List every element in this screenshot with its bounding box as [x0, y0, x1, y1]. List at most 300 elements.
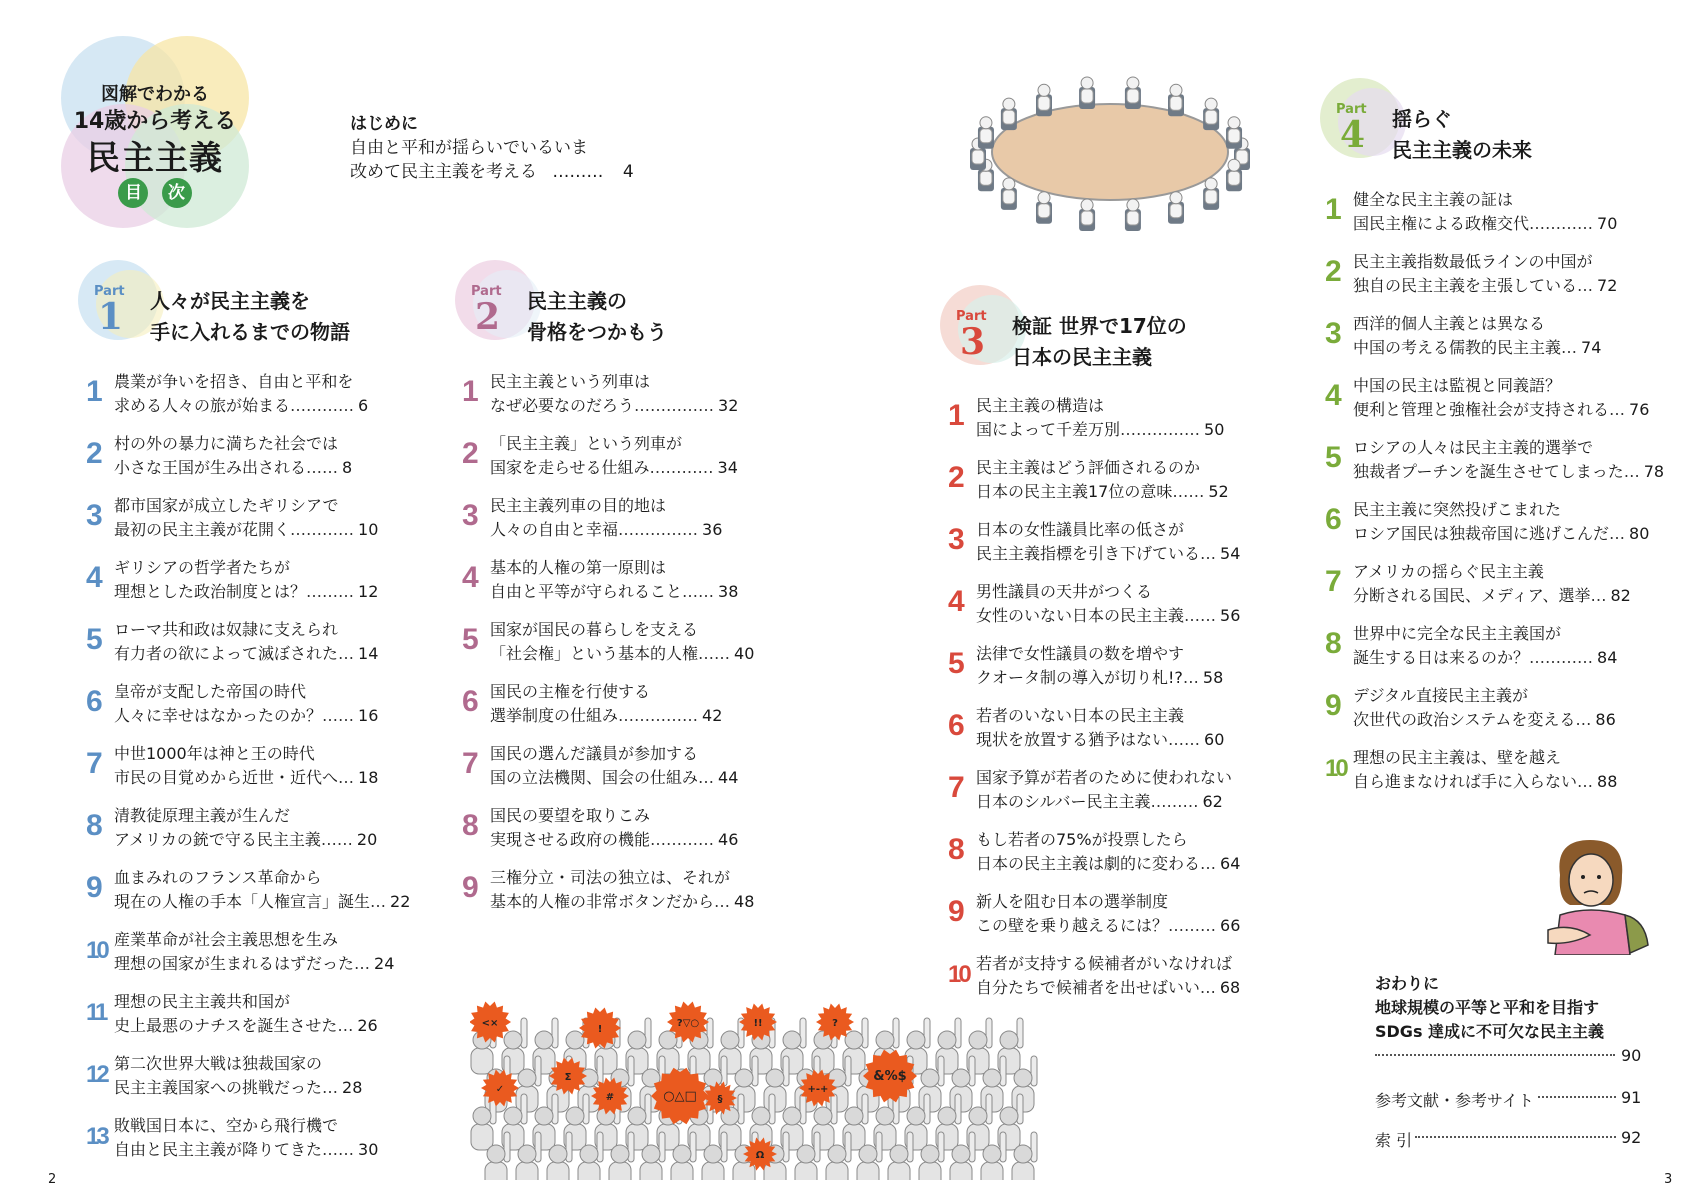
toc-item-line2-row	[114, 951, 394, 974]
toc-item-number: 1	[462, 375, 477, 408]
toc-item[interactable]	[1325, 187, 1635, 249]
toc-item-line2-row	[976, 727, 1224, 750]
toc-item-line1: 民主主義という列車は	[490, 372, 651, 391]
toc-item-page: 22	[390, 892, 411, 911]
toc-item-line1: 民主主義の構造は	[976, 396, 1105, 415]
toc-item-line2-row	[114, 641, 378, 664]
toc-item-page: 82	[1610, 586, 1631, 605]
worried-girl-illustration	[1530, 835, 1660, 955]
burst-symbol: ○△□	[663, 1089, 697, 1104]
toc-item[interactable]	[1325, 745, 1635, 807]
part3-header	[940, 285, 1300, 385]
toc-item-line1: 法律で女性議員の数を増やす	[976, 644, 1185, 663]
toc-item-page: 44	[718, 768, 739, 787]
part3-title-line2: 日本の民主主義	[1012, 345, 1152, 369]
toc-item-line2: 次世代の政治システムを変える	[1353, 710, 1576, 729]
toc-item-line1: 農業が争いを招き、自由と平和を	[114, 372, 354, 391]
burst-symbol: ?	[832, 1018, 838, 1029]
toc-item-number: 5	[948, 647, 963, 680]
part3-toc	[948, 393, 1268, 1013]
intro-section[interactable]	[350, 112, 634, 184]
part4-word: Part	[1336, 102, 1367, 117]
seated-figure	[1168, 84, 1184, 116]
toc-item-number: 1	[948, 399, 963, 432]
toc-item[interactable]	[1325, 497, 1650, 559]
toc-item-dots: …………	[290, 520, 355, 539]
toc-item-page: 60	[1204, 730, 1225, 749]
toc-item[interactable]	[948, 827, 1268, 889]
toc-item-line1: 国民の要望を取りこみ	[490, 806, 651, 825]
toc-item-dots: ……	[306, 458, 339, 477]
part1-title	[150, 286, 350, 348]
refs-row[interactable]	[1375, 1088, 1642, 1112]
toc-item-line1: 中世1000年は神と王の時代	[114, 744, 315, 763]
toc-item-line1: ローマ共和政は奴隷に支えられ	[114, 620, 339, 639]
toc-item-line1: 皇帝が支配した帝国の時代	[114, 682, 307, 701]
toc-item-dots: …	[698, 768, 715, 787]
toc-item-page: 48	[734, 892, 755, 911]
toc-item-line2-row	[1353, 335, 1601, 358]
toc-item[interactable]	[948, 579, 1268, 641]
toc-item-number: 8	[462, 809, 477, 842]
burst-symbol: ✓	[495, 1084, 505, 1095]
toc-item-line1: 日本の女性議員比率の低さが	[976, 520, 1185, 539]
toc-item-dots: …	[1577, 772, 1594, 791]
toc-item-number: 5	[86, 623, 101, 656]
toc-item-page: 68	[1219, 978, 1241, 997]
toc-item-line2: 女性のいない日本の民主主義	[976, 606, 1185, 625]
index-dotline	[1415, 1136, 1616, 1138]
toc-item-page: 72	[1597, 276, 1618, 295]
toc-item-line2: 自ら進まなければ手に入らない	[1353, 772, 1578, 791]
round-table-illustration	[960, 72, 1260, 272]
toc-item-dots: …………	[290, 396, 355, 415]
toc-item-dots: …	[1577, 276, 1594, 295]
toc-item-number: 13	[86, 1123, 107, 1150]
toc-item-dots: ………	[306, 582, 355, 601]
toc-item-page: 50	[1204, 420, 1225, 439]
toc-item-line1: 国民の選んだ議員が参加する	[490, 744, 699, 763]
intro-line1: 自由と平和が揺らいでいるいま	[350, 138, 588, 158]
toc-item-dots: …………	[650, 830, 715, 849]
crowd-figure	[471, 1094, 496, 1150]
toc-item-number: 8	[1325, 627, 1340, 660]
toc-item[interactable]	[948, 517, 1268, 579]
part2-title-line1: 民主主義の	[527, 289, 627, 313]
closing-page-row[interactable]	[1375, 1044, 1642, 1072]
toc-item-page: 80	[1629, 524, 1650, 543]
toc-item-line2: 人々の自由と幸福	[490, 520, 619, 539]
toc-item-line1: 民主主義に突然投げこまれた	[1353, 500, 1562, 519]
seated-figure	[1079, 199, 1095, 231]
toc-item[interactable]	[86, 679, 396, 741]
toc-item-dots: ……	[1172, 482, 1205, 501]
toc-item[interactable]	[462, 741, 772, 803]
toc-item-line2: 史上最悪のナチスを誕生させた	[114, 1016, 338, 1035]
toc-item-page: 78	[1643, 462, 1665, 481]
toc-item-page: 40	[734, 644, 755, 663]
toc-item-line1: 理想の民主主義共和国が	[114, 992, 291, 1011]
toc-item-line2-row	[114, 1013, 378, 1036]
toc-item-number: 7	[462, 747, 477, 780]
toc-item-number: 1	[1325, 193, 1340, 226]
seated-figure	[1001, 178, 1017, 210]
toc-item-number: 10	[1325, 755, 1346, 782]
toc-item-page: 74	[1581, 338, 1602, 357]
toc-item-page: 64	[1220, 854, 1241, 873]
toc-item-line1: ギリシアの哲学者たちが	[114, 558, 291, 577]
burst-symbol: &%$	[873, 1069, 907, 1084]
toc-item-dots: …	[1623, 462, 1640, 481]
toc-item-page: 28	[342, 1078, 363, 1097]
toc-item-line2-row	[114, 889, 410, 912]
part2-number: 2	[475, 296, 501, 338]
index-row[interactable]	[1375, 1128, 1642, 1152]
toc-item-number: 9	[462, 871, 477, 904]
toc-item-page: 18	[358, 768, 379, 787]
toc-item-line2-row	[114, 703, 378, 726]
part4-toc	[1325, 187, 1665, 807]
toc-item-number: 3	[86, 499, 101, 532]
toc-item-line2-row	[114, 517, 378, 540]
toc-item-line2-row	[1353, 521, 1649, 544]
toc-item-page: 84	[1597, 648, 1618, 667]
toc-item-number: 6	[948, 709, 963, 742]
toc-item-line2: 現在の人権の手本「人権宣言」誕生	[114, 892, 371, 911]
intro-dots: ………	[552, 162, 604, 182]
toc-item-number: 1	[86, 375, 101, 408]
toc-item-line2-row	[976, 541, 1240, 564]
part4-title	[1392, 104, 1532, 166]
toc-item-line1: 産業革命が社会主義思想を生み	[114, 930, 339, 949]
part4-title-line2: 民主主義の未来	[1392, 138, 1532, 162]
toc-item[interactable]	[86, 803, 396, 865]
toc-item[interactable]	[462, 865, 772, 927]
part4-title-line1: 揺らぐ	[1392, 107, 1452, 131]
toc-item-line1: 国家が国民の暮らしを支える	[490, 620, 699, 639]
toc-item-number: 7	[948, 771, 963, 804]
burst-symbol: ?▽○	[676, 1018, 700, 1029]
toc-item-dots: …	[1200, 854, 1217, 873]
toc-item-dots: …	[322, 1078, 339, 1097]
toc-item-line2: 有力者の欲によって滅ぼされた	[114, 644, 339, 663]
seated-figure	[1125, 77, 1141, 109]
toc-item-line1: 民主主義指数最低ラインの中国が	[1353, 252, 1593, 271]
toc-item-line2: 国家を走らせる仕組み	[490, 458, 650, 477]
toc-item-line2: この壁を乗り越えるには？	[976, 916, 1169, 935]
toc-item-dots: ………	[1168, 916, 1217, 935]
toc-item-number: 3	[948, 523, 963, 556]
toc-item[interactable]	[86, 493, 396, 555]
part1-header	[78, 260, 438, 360]
toc-item-line2: 理想の国家が生まれるはずだった	[114, 954, 355, 973]
toc-item-page: 42	[702, 706, 723, 725]
toc-item-line2-row	[114, 1075, 362, 1098]
toc-item-dots: …	[370, 892, 387, 911]
closing-line2: SDGs 達成に不可欠な民主主義	[1375, 1022, 1605, 1041]
toc-item-page: 62	[1202, 792, 1223, 811]
toc-item-line1: 「民主主義」という列車が	[490, 434, 683, 453]
toc-item-page: 56	[1220, 606, 1241, 625]
toc-item-line1: 都市国家が成立したギリシアで	[114, 496, 339, 515]
badge-ji: 次	[162, 178, 192, 208]
badge-moku: 目	[118, 178, 148, 208]
seated-figure	[1001, 98, 1017, 130]
toc-item-line1: 敗戦国日本に、空から飛行機で	[114, 1116, 339, 1135]
toc-item[interactable]	[1325, 435, 1665, 497]
closing-heading: おわりに	[1375, 974, 1440, 993]
toc-item-number: 10	[86, 937, 107, 964]
toc-item-dots: …	[338, 768, 355, 787]
toc-item-line2: クオータ制の導入が切り札!?	[976, 668, 1183, 687]
toc-item-dots: …	[714, 892, 731, 911]
toc-item-number: 9	[948, 895, 963, 928]
toc-item-dots: ……………	[618, 706, 699, 725]
toc-item-page: 66	[1220, 916, 1241, 935]
seated-figure	[1203, 98, 1219, 130]
toc-item-page: 20	[356, 830, 378, 849]
toc-item[interactable]	[86, 617, 396, 679]
toc-item-line2: 民主主義国家への挑戦だった	[114, 1078, 323, 1097]
toc-item-line1: 血まみれのフランス革命から	[114, 868, 322, 887]
toc-item-number: 3	[462, 499, 477, 532]
burst-symbol: Σ	[564, 1072, 572, 1083]
refs-dotline	[1538, 1096, 1616, 1098]
toc-item-page: 54	[1220, 544, 1241, 563]
toc-item-line1: 中国の民主は監視と同義語？	[1353, 376, 1562, 395]
toc-item[interactable]	[462, 555, 772, 617]
toc-item-line1: 男性議員の天井がつくる	[976, 582, 1153, 601]
toc-item[interactable]	[462, 369, 772, 431]
toc-item-line2: 民主主義指標を引き下げている	[976, 544, 1201, 563]
toc-item-page: 46	[718, 830, 739, 849]
toc-item-number: 6	[462, 685, 477, 718]
toc-item-line2-row	[976, 975, 1240, 998]
toc-item[interactable]	[86, 741, 396, 803]
toc-item-line2-row	[490, 703, 722, 726]
toc-item-dots: ……	[1184, 606, 1217, 625]
toc-item-dots: …	[1200, 544, 1217, 563]
toc-item-line2: 独裁者プーチンを誕生させてしまった	[1353, 462, 1624, 481]
toc-item-dots: …	[1575, 710, 1592, 729]
toc-item[interactable]	[1325, 373, 1650, 435]
toc-item-dots: ……	[322, 706, 355, 725]
toc-item-number: 12	[86, 1061, 107, 1088]
toc-item-line1: 若者のいない日本の民主主義	[976, 706, 1185, 725]
toc-item[interactable]	[1325, 621, 1635, 683]
logo-title: 民主主義	[87, 138, 223, 177]
toc-item-number: 2	[86, 437, 101, 470]
toc-item-line2: 実現させる政府の機能	[490, 830, 651, 849]
toc-item-dots: ……………	[618, 520, 699, 539]
toc-item-dots: ……	[682, 582, 715, 601]
index-page: 92	[1621, 1128, 1642, 1147]
toc-item[interactable]	[948, 765, 1268, 827]
toc-item-number: 5	[462, 623, 477, 656]
toc-item[interactable]	[1325, 559, 1635, 621]
part3-title-line1: 検証 世界で17位の	[1012, 314, 1187, 338]
toc-item-line2: 理想とした政治制度とは？	[114, 582, 307, 601]
part2-word: Part	[471, 284, 502, 299]
toc-item-line2-row	[114, 393, 368, 416]
toc-item-line2: ロシア国民は独裁帝国に逃げこんだ	[1353, 524, 1610, 543]
toc-item-number: 10	[948, 961, 969, 988]
part3-word: Part	[956, 309, 987, 324]
part2-title	[527, 286, 667, 348]
toc-item-page: 34	[717, 458, 738, 477]
toc-item-line2: 自分たちで候補者を出せばいい	[976, 978, 1200, 997]
refs-page: 91	[1621, 1088, 1642, 1107]
toc-item[interactable]	[86, 989, 396, 1051]
toc-item-dots: …………	[1529, 648, 1594, 667]
part1-title-line2: 手に入れるまでの物語	[150, 320, 350, 344]
toc-item-number: 5	[1325, 441, 1340, 474]
toc-item-number: 9	[1325, 689, 1340, 722]
page-number-right: 3	[1664, 1172, 1673, 1187]
toc-item[interactable]	[86, 865, 411, 927]
toc-item-number: 4	[1325, 379, 1340, 412]
toc-item-page: 10	[358, 520, 379, 539]
toc-item-line2-row	[1353, 645, 1617, 668]
toc-item[interactable]	[86, 369, 396, 431]
toc-item-line1: デジタル直接民主主義が	[1353, 686, 1529, 705]
toc-item-number: 7	[1325, 565, 1340, 598]
toc-item[interactable]	[86, 1051, 396, 1113]
toc-item-dots: …	[337, 1016, 354, 1035]
toc-item-line2: 国の立法機関、国会の仕組み	[490, 768, 699, 787]
toc-item-page: 6	[358, 396, 369, 415]
toc-item-line2-row	[490, 765, 738, 788]
seated-figure	[1079, 77, 1095, 109]
toc-item-line1: 若者が支持する候補者がいなければ	[976, 954, 1233, 973]
toc-item[interactable]	[462, 617, 772, 679]
toc-item-line2-row	[1353, 397, 1649, 420]
toc-item-line1: 国民の主権を行使する	[490, 682, 651, 701]
toc-item[interactable]	[948, 889, 1268, 951]
toc-item-line2: なぜ必要なのだろう	[490, 396, 635, 415]
part2-title-line2: 骨格をつかもう	[527, 320, 667, 344]
burst-symbol: #	[605, 1092, 615, 1103]
toc-item[interactable]	[86, 1113, 396, 1175]
toc-item[interactable]	[1325, 249, 1635, 311]
toc-item-line2: 便利と管理と強権社会が支持される	[1353, 400, 1610, 419]
toc-item-line2: 日本の民主主義17位の意味	[976, 482, 1173, 501]
title-logo	[55, 28, 255, 238]
toc-item-page: 38	[718, 582, 739, 601]
toc-item-dots: ……………	[1120, 420, 1201, 439]
toc-item-line1: もし若者の75%が投票したら	[976, 830, 1188, 849]
toc-item-page: 52	[1208, 482, 1229, 501]
burst-symbol: §	[717, 1094, 723, 1105]
toc-item-line2-row	[976, 665, 1223, 688]
toc-item-line1: ロシアの人々は民主主義的選挙で	[1353, 438, 1594, 457]
toc-item-line2-row	[1353, 459, 1664, 482]
toc-item[interactable]	[948, 393, 1268, 455]
toc-item-page: 14	[358, 644, 379, 663]
toc-item-dots: ………	[1150, 792, 1199, 811]
toc-item-line2-row	[490, 455, 738, 478]
logo-line1: 図解でわかる	[101, 84, 209, 105]
toc-item-line2: 独自の民主主義を主張している	[1353, 276, 1578, 295]
toc-item[interactable]	[948, 703, 1268, 765]
seated-figure	[1036, 192, 1052, 224]
part2-toc	[462, 369, 772, 927]
toc-item-page: 76	[1629, 400, 1650, 419]
toc-item-dots: …	[338, 644, 355, 663]
toc-item[interactable]	[86, 555, 396, 617]
toc-item-line2-row	[1353, 707, 1616, 730]
part1-toc	[86, 369, 411, 1175]
toc-item-line2-row	[976, 417, 1224, 440]
toc-item-line2: 選挙制度の仕組み	[490, 706, 619, 725]
toc-item-line2-row	[1353, 273, 1617, 296]
toc-item-line1: 民主主義列車の目的地は	[490, 496, 667, 515]
part3-title	[1012, 311, 1187, 373]
burst-symbol: <×	[481, 1018, 499, 1029]
seated-figure	[978, 117, 994, 149]
toc-item-line2: 日本の民主主義は劇的に変わる	[976, 854, 1201, 873]
toc-item[interactable]	[86, 431, 396, 493]
logo-badges	[55, 178, 255, 208]
closing-line1: 地球規模の平等と平和を目指す	[1375, 998, 1600, 1017]
burst-symbol: +-+	[807, 1084, 829, 1095]
toc-item-page: 26	[357, 1016, 378, 1035]
protest-crowd-illustration	[470, 1000, 1040, 1180]
part2-header	[455, 260, 815, 360]
toc-item-line2-row	[490, 641, 754, 664]
toc-item-line2: 国によって千差万別	[976, 420, 1121, 439]
toc-item[interactable]	[462, 431, 772, 493]
toc-item-dots: …………	[1529, 214, 1594, 233]
closing-section	[1375, 972, 1642, 1152]
toc-item-line2-row	[976, 851, 1240, 874]
toc-item[interactable]	[1325, 683, 1635, 745]
toc-item-line2: 「社会権」という基本的人権	[490, 644, 699, 663]
toc-item[interactable]	[462, 493, 772, 555]
burst-symbol: Ω	[755, 1150, 765, 1161]
index-label: 索 引	[1375, 1131, 1413, 1150]
toc-item-line2: 最初の民主主義が花開く	[114, 520, 291, 539]
toc-item-line1: 基本的人権の第一原則は	[490, 558, 667, 577]
toc-item[interactable]	[948, 641, 1268, 703]
part3-number: 3	[960, 321, 986, 363]
toc-item-line2: 現状を放置する猶予はない	[976, 730, 1169, 749]
toc-item-number: 2	[1325, 255, 1340, 288]
toc-item[interactable]	[948, 455, 1268, 517]
toc-item-line2: 求める人々の旅が始まる	[114, 396, 291, 415]
toc-item[interactable]	[462, 803, 772, 865]
part1-number: 1	[98, 296, 124, 338]
toc-item[interactable]	[462, 679, 772, 741]
toc-item[interactable]	[86, 927, 396, 989]
toc-item-line2: 分断される国民、メディア、選挙	[1353, 586, 1591, 605]
seated-figure	[1203, 178, 1219, 210]
toc-item-number: 4	[86, 561, 101, 594]
toc-item-line2-row	[490, 889, 754, 912]
toc-item-number: 11	[86, 999, 106, 1026]
toc-item-page: 70	[1597, 214, 1618, 233]
toc-item-line2-row	[490, 517, 722, 540]
toc-item-line1: 村の外の暴力に満ちた社会では	[114, 434, 339, 453]
logo-line2: 14歳から考える	[73, 109, 237, 134]
toc-item-number: 6	[86, 685, 101, 718]
part1-word: Part	[94, 284, 125, 299]
toc-item-line1: 西洋的個人主義とは異なる	[1353, 314, 1546, 333]
seated-figure	[1226, 117, 1242, 149]
toc-item-line2-row	[1353, 583, 1631, 606]
toc-item-line1: 健全な民主主義の証は	[1353, 190, 1514, 209]
toc-item[interactable]	[1325, 311, 1635, 373]
